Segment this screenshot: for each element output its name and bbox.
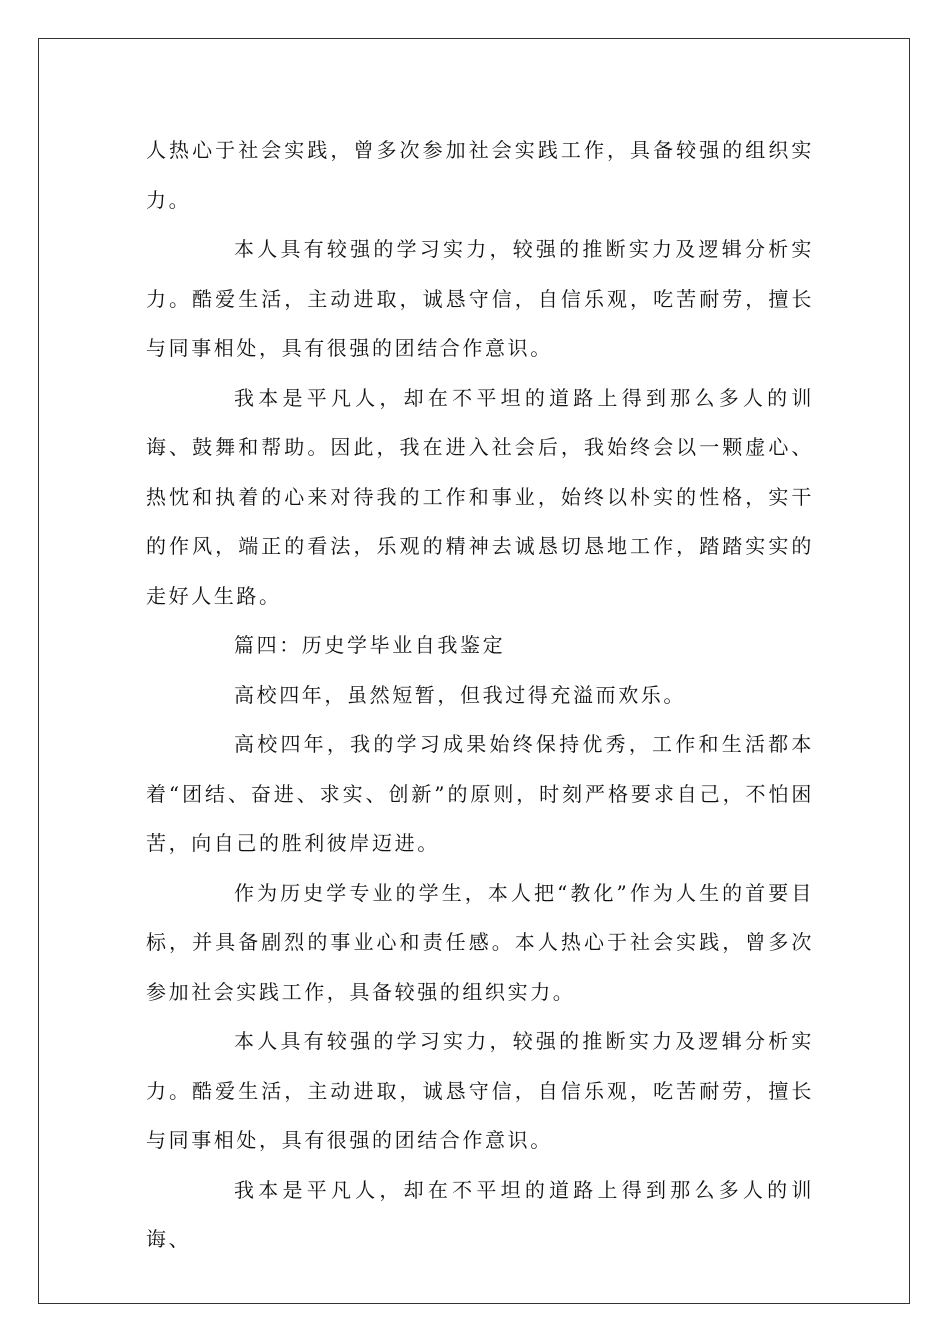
section-heading: 篇四：历史学毕业自我鉴定 bbox=[234, 633, 506, 657]
paragraph-7: 作为历史学专业的学生，本人把“教化”作为人生的首要目标，并具备剧烈的事业心和责任感。本人热心于社会实践，曾多次参加社会实践工作，具备较强的组织实力。 bbox=[146, 880, 814, 1004]
document-body bbox=[146, 126, 814, 1265]
paragraph-3: 我本是平凡人，却在不平坦的道路上得到那么多人的训诲、鼓舞和帮助。因此，我在进入社会后，我始终会以一颗虚心、热忱和执着的心来对待我的工作和事业，始终以朴实的性格，实干的作风，端正的看法，乐观的精神去诚恳切恳地工作，踏踏实实的走好人生路。 bbox=[146, 385, 814, 608]
paragraph-1: 人热心于社会实践，曾多次参加社会实践工作，具备较强的组织实力。 bbox=[146, 138, 814, 212]
paragraph-6: 高校四年，我的学习成果始终保持优秀，工作和生活都本着“团结、奋进、求实、创新”的原则，时刻严格要求自己，不怕困苦，向自己的胜利彼岸迈进。 bbox=[146, 732, 814, 855]
paragraph-2: 本人具有较强的学习实力，较强的推断实力及逻辑分析实力。酷爱生活，主动进取，诚恳守信，自信乐观，吃苦耐劳，擅长与同事相处，具有很强的团结合作意识。 bbox=[146, 237, 814, 360]
paragraph-9: 我本是平凡人，却在不平坦的道路上得到那么多人的训诲、 bbox=[146, 1177, 814, 1251]
paragraph-8: 本人具有较强的学习实力，较强的推断实力及逻辑分析实力。酷爱生活，主动进取，诚恳守信，自信乐观，吃苦耐劳，擅长与同事相处，具有很强的团结合作意识。 bbox=[146, 1029, 814, 1152]
paragraph-5: 高校四年，虽然短暂，但我过得充溢而欢乐。 bbox=[234, 682, 686, 707]
